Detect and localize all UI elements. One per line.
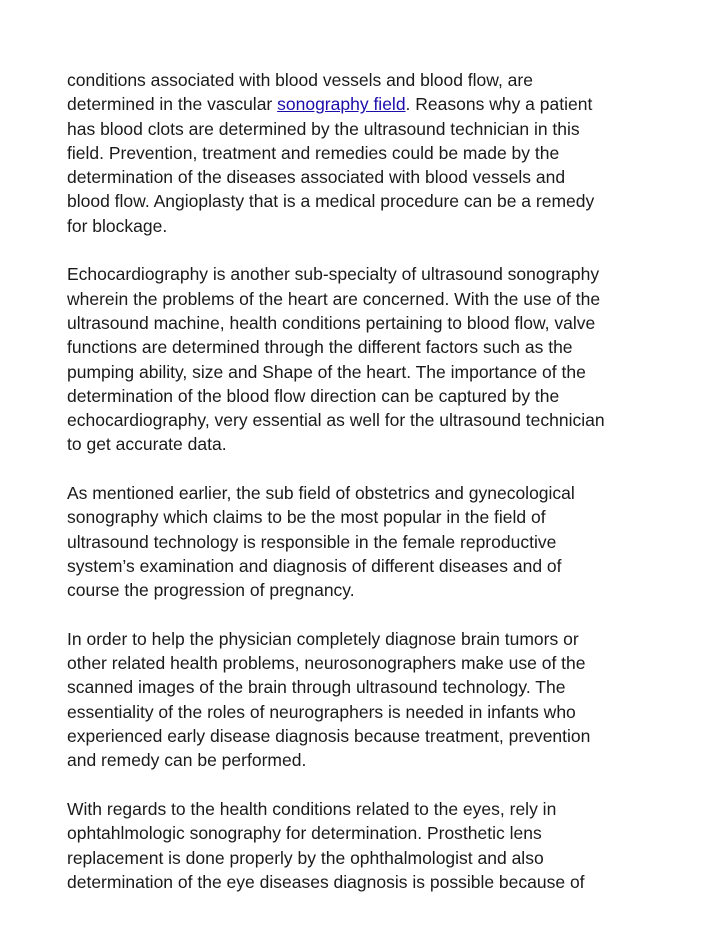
text-line: has blood clots are determined by the ultrasound technician in this bbox=[67, 118, 580, 139]
text-line: essentiality of the roles of neurographers is needed in infants who bbox=[67, 701, 576, 722]
text-line: ophtahlmologic sonography for determination. Prosthetic lens bbox=[67, 823, 542, 844]
text-line: ultrasound machine, health conditions pertaining to blood flow, valve bbox=[67, 312, 596, 333]
document-body bbox=[67, 68, 667, 918]
text-line: With regards to the health conditions related to the eyes, rely in bbox=[67, 798, 557, 819]
text-line: pumping ability, size and Shape of the heart. The importance of the bbox=[67, 361, 586, 382]
text-line: field. Prevention, treatment and remedies could be made by the bbox=[67, 142, 560, 163]
paragraph-obstetrics bbox=[67, 481, 667, 602]
text-line: Echocardiography is another sub-specialty of ultrasound sonography bbox=[67, 264, 600, 285]
text-line: blood flow. Angioplasty that is a medical procedure can be a remedy bbox=[67, 191, 595, 212]
text-line: sonography which claims to be the most popular in the field of bbox=[67, 507, 546, 528]
text-line: ultrasound technology is responsible in the female reproductive bbox=[67, 531, 557, 552]
paragraph-echocardiography bbox=[67, 262, 667, 456]
text-line: determination of the eye diseases diagnosis is possible because of bbox=[67, 871, 585, 892]
text-line: echocardiography, very essential as well for the ultrasound technician bbox=[67, 410, 605, 431]
text-line: replacement is done properly by the ophthalmologist and also bbox=[67, 847, 544, 868]
text-line: course the progression of pregnancy. bbox=[67, 580, 355, 601]
text-line: functions are determined through the different factors such as the bbox=[67, 337, 573, 358]
text-line: to get accurate data. bbox=[67, 434, 227, 455]
text-line: and remedy can be performed. bbox=[67, 750, 307, 771]
text-segment: determined in the vascular bbox=[67, 94, 278, 115]
text-line: for blockage. bbox=[67, 215, 168, 236]
paragraph-vascular bbox=[67, 68, 667, 238]
paragraph-ophthalmologic bbox=[67, 797, 667, 894]
text-line: In order to help the physician completely diagnose brain tumors or bbox=[67, 628, 579, 649]
text-line: scanned images of the brain through ultrasound technology. The bbox=[67, 677, 566, 698]
paragraph-neurosonography bbox=[67, 627, 667, 773]
text-line: system’s examination and diagnosis of different diseases and of bbox=[67, 555, 562, 576]
text-segment: . Reasons why a patient bbox=[405, 94, 593, 115]
text-line: wherein the problems of the heart are concerned. With the use of the bbox=[67, 288, 601, 309]
text-line: determination of the blood flow direction can be captured by the bbox=[67, 385, 560, 406]
text-line: conditions associated with blood vessels and blood flow, are bbox=[67, 70, 533, 90]
text-line: determination of the diseases associated with blood vessels and bbox=[67, 167, 566, 188]
sonography-field-link[interactable]: sonography field bbox=[277, 94, 406, 115]
text-line: other related health problems, neurosonographers make use of the bbox=[67, 653, 586, 674]
text-line: As mentioned earlier, the sub field of obstetrics and gynecological bbox=[67, 483, 575, 504]
text-line-with-link bbox=[67, 92, 667, 116]
text-line: experienced early disease diagnosis because treatment, prevention bbox=[67, 726, 591, 747]
